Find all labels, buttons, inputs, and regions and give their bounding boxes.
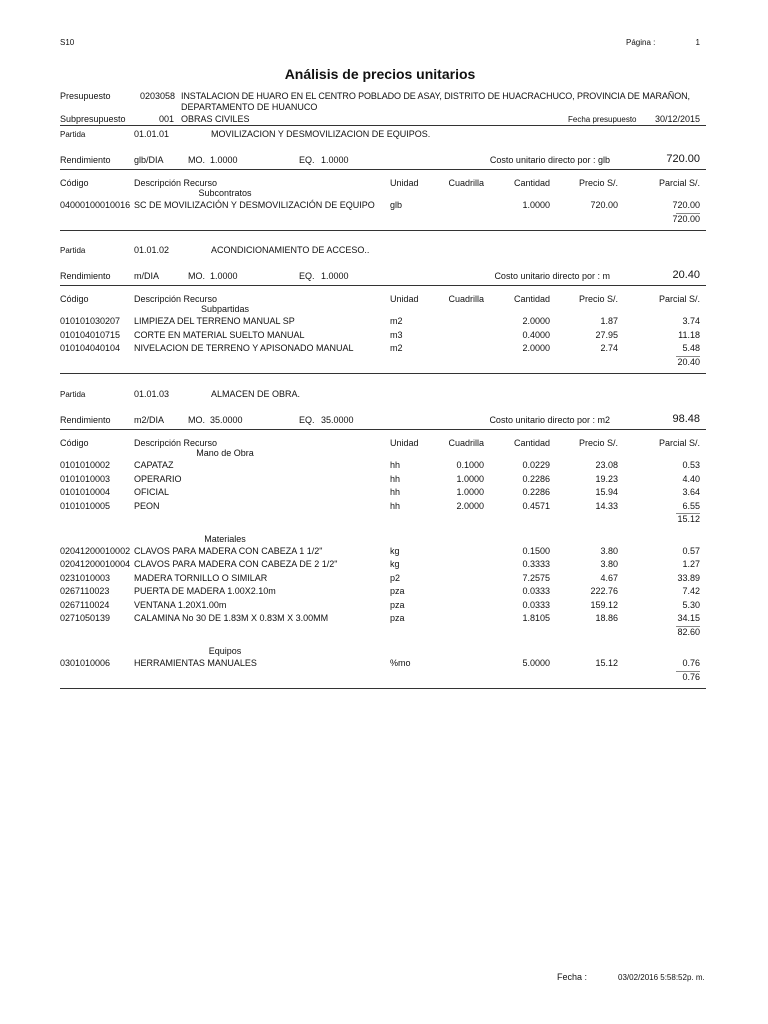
row-cuadrilla: 2.0000 <box>456 500 484 511</box>
subpresupuesto-name: OBRAS CIVILES <box>181 114 250 124</box>
group-title: Materiales <box>204 533 246 544</box>
row-parcial: 33.89 <box>677 572 700 583</box>
costo-unitario-value: 20.40 <box>672 269 700 281</box>
row-cantidad: 1.8105 <box>522 613 550 623</box>
row-parcial: 7.42 <box>682 586 700 596</box>
eq-value: 35.0000 <box>321 415 354 425</box>
row-unidad: pza <box>390 586 405 596</box>
col-header-codigo: Código <box>60 438 89 448</box>
col-header-unidad: Unidad <box>390 178 419 188</box>
row-cantidad: 0.2286 <box>522 487 550 497</box>
group-title: Subpartidas <box>200 304 250 314</box>
partida-end-divider <box>60 230 706 231</box>
eq-label: EQ. <box>299 271 315 281</box>
row-descripcion: PEON <box>134 500 160 511</box>
col-header-cuadrilla: Cuadrilla <box>448 438 484 448</box>
presupuesto-line1: INSTALACION DE HUARO EN EL CENTRO POBLADO DE ASAY, DISTRITO DE HUACRACHUCO, PROVINCIA DE MARAÑON, <box>181 91 690 101</box>
row-cantidad: 5.0000 <box>522 658 550 668</box>
eq-label: EQ. <box>299 155 315 165</box>
section-divider <box>60 169 706 170</box>
group-title: Equipos <box>208 646 242 656</box>
row-parcial: 6.55 <box>682 500 700 511</box>
row-parcial: 11.18 <box>678 329 700 340</box>
col-header-descripcion: Descripción Recurso <box>134 178 218 188</box>
col-header-precio: Precio S/. <box>578 178 618 188</box>
page-title: Análisis de precios unitarios <box>284 66 476 82</box>
row-precio: 3.80 <box>600 559 618 569</box>
row-codigo: 010101030207 <box>60 316 121 326</box>
row-unidad: hh <box>390 500 401 511</box>
header-divider <box>60 125 706 126</box>
row-unidad: p2 <box>390 572 401 583</box>
col-header-cantidad: Cantidad <box>513 178 550 188</box>
row-parcial: 3.64 <box>682 487 700 497</box>
fecha-presupuesto-label: Fecha presupuesto <box>568 115 637 124</box>
rendimiento-unit: m/DIA <box>134 271 160 281</box>
costo-unitario-label: Costo unitario directo por : m2 <box>489 415 610 425</box>
partida-code: 01.01.02 <box>134 245 170 255</box>
costo-unitario-value: 98.48 <box>672 413 700 425</box>
partida-code: 01.01.03 <box>134 389 170 399</box>
row-descripcion: NIVELACION DE TERRENO Y APISONADO MANUAL <box>134 343 354 353</box>
row-cantidad: 0.3333 <box>522 559 550 569</box>
row-codigo: 0101010003 <box>60 473 111 484</box>
fecha-presupuesto-value: 30/12/2015 <box>654 114 700 124</box>
row-unidad: hh <box>390 473 401 484</box>
col-header-codigo: Código <box>60 178 89 188</box>
partida-label: Partida <box>60 390 86 399</box>
section-divider <box>60 429 706 430</box>
row-unidad: hh <box>390 460 401 470</box>
row-precio: 19.23 <box>595 473 618 484</box>
col-header-unidad: Unidad <box>390 294 419 304</box>
row-cantidad: 7.2575 <box>522 572 550 583</box>
rendimiento-label: Rendimiento <box>60 415 111 425</box>
row-parcial: 0.76 <box>682 658 700 668</box>
row-cuadrilla: 1.0000 <box>456 473 484 484</box>
row-parcial: 5.30 <box>682 599 700 610</box>
presupuesto-line2: DEPARTAMENTO DE HUANUCO <box>181 102 318 112</box>
row-codigo: 010104010715 <box>60 329 121 340</box>
row-cantidad: 0.0333 <box>522 599 550 610</box>
row-descripcion: CORTE EN MATERIAL SUELTO MANUAL <box>134 329 305 340</box>
row-codigo: 0301010006 <box>60 658 111 668</box>
col-header-parcial: Parcial S/. <box>658 294 700 304</box>
row-descripcion: CLAVOS PARA MADERA CON CABEZA DE 2 1/2" <box>134 559 338 569</box>
section-divider <box>60 285 706 286</box>
row-codigo: 02041200010002 <box>60 545 131 556</box>
row-codigo: 0101010002 <box>60 460 111 470</box>
row-parcial: 720.00 <box>672 200 700 210</box>
eq-label: EQ. <box>299 415 315 425</box>
presupuesto-label: Presupuesto <box>60 91 111 101</box>
row-unidad: m3 <box>390 329 403 340</box>
col-header-cantidad: Cantidad <box>513 294 550 304</box>
rendimiento-unit: m2/DIA <box>134 415 165 425</box>
col-header-parcial: Parcial S/. <box>658 438 700 448</box>
row-unidad: hh <box>390 487 401 497</box>
row-parcial: 0.53 <box>682 460 700 470</box>
row-cantidad: 0.1500 <box>522 545 550 556</box>
row-cantidad: 0.4000 <box>522 329 550 340</box>
row-precio: 720.00 <box>590 200 618 210</box>
row-codigo: 0101010005 <box>60 500 111 511</box>
mo-label: MO. <box>188 415 205 425</box>
row-parcial: 1.27 <box>682 559 700 569</box>
row-descripcion: CLAVOS PARA MADERA CON CABEZA 1 1/2" <box>134 545 323 556</box>
row-descripcion: HERRAMIENTAS MANUALES <box>134 658 257 668</box>
row-precio: 1.87 <box>600 316 618 326</box>
row-cantidad: 2.0000 <box>522 316 550 326</box>
row-unidad: m2 <box>390 316 403 326</box>
eq-value: 1.0000 <box>321 271 349 281</box>
costo-unitario-label: Costo unitario directo por : m <box>494 271 610 281</box>
row-cantidad: 0.0333 <box>522 586 550 596</box>
subpresupuesto-label: Subpresupuesto <box>60 114 126 124</box>
row-cuadrilla: 1.0000 <box>456 487 484 497</box>
row-parcial: 0.57 <box>682 545 700 556</box>
mo-label: MO. <box>188 271 205 281</box>
row-descripcion: OFICIAL <box>134 487 170 497</box>
row-cantidad: 0.4571 <box>522 500 550 511</box>
group-subtotal: 15.12 <box>677 514 700 524</box>
col-header-cuadrilla: Cuadrilla <box>448 178 484 188</box>
partida-name: ALMACEN DE OBRA. <box>211 389 301 399</box>
row-cantidad: 1.0000 <box>522 200 550 210</box>
rendimiento-label: Rendimiento <box>60 155 111 165</box>
partida-name: MOVILIZACION Y DESMOVILIZACION DE EQUIPOS. <box>211 129 431 139</box>
row-unidad: pza <box>390 613 405 623</box>
row-precio: 4.67 <box>600 572 618 583</box>
row-precio: 27.95 <box>595 329 618 340</box>
row-descripcion: LIMPIEZA DEL TERRENO MANUAL SP <box>134 316 295 326</box>
group-subtotal: 82.60 <box>677 626 700 637</box>
mo-value: 1.0000 <box>210 155 238 165</box>
col-header-cantidad: Cantidad <box>513 438 550 448</box>
row-descripcion: VENTANA 1.20X1.00m <box>134 599 227 610</box>
subpresupuesto-code: 001 <box>159 114 175 124</box>
row-precio: 2.74 <box>600 343 618 353</box>
rendimiento-unit: glb/DIA <box>134 155 164 165</box>
mo-label: MO. <box>188 155 205 165</box>
row-codigo: 0271050139 <box>60 613 111 623</box>
partida-code: 01.01.01 <box>134 129 170 139</box>
row-precio: 14.33 <box>595 500 618 511</box>
mo-value: 35.0000 <box>210 415 243 425</box>
partida-label: Partida <box>60 130 86 139</box>
row-parcial: 3.74 <box>682 316 700 326</box>
footer-fecha-value: 03/02/2016 5:58:52p. m. <box>618 973 705 982</box>
partida-end-divider <box>60 373 706 374</box>
page-label: Página : <box>626 38 656 47</box>
costo-unitario-value: 720.00 <box>666 153 700 165</box>
group-title: Subcontratos <box>198 188 252 198</box>
col-header-unidad: Unidad <box>390 438 419 448</box>
row-codigo: 0267110024 <box>60 599 110 610</box>
partida-end-divider <box>60 688 706 689</box>
group-subtotal: 0.76 <box>682 671 700 682</box>
row-cantidad: 0.2286 <box>522 473 550 484</box>
row-precio: 15.94 <box>595 487 618 497</box>
row-unidad: m2 <box>390 343 403 353</box>
row-codigo: 0267110023 <box>60 586 110 596</box>
group-subtotal: 720.00 <box>672 213 700 224</box>
row-descripcion: CALAMINA No 30 DE 1.83M X 0.83M X 3.00MM <box>134 613 329 623</box>
group-subtotal: 20.40 <box>677 356 700 367</box>
row-codigo: 04000100010016 <box>60 200 131 210</box>
row-descripcion: OPERARIO <box>134 473 182 484</box>
row-precio: 15.12 <box>595 658 618 668</box>
partida-name: ACONDICIONAMIENTO DE ACCESO.. <box>211 245 370 255</box>
page-number: 1 <box>695 38 700 47</box>
row-precio: 3.80 <box>600 545 618 556</box>
row-codigo: 0101010004 <box>60 487 111 497</box>
row-descripcion: SC DE MOVILIZACIÓN Y DESMOVILIZACIÓN DE EQUIPO <box>134 200 375 210</box>
eq-value: 1.0000 <box>321 155 349 165</box>
footer-fecha-label: Fecha : <box>557 972 588 982</box>
col-header-precio: Precio S/. <box>578 438 618 448</box>
row-unidad: pza <box>390 599 405 610</box>
row-unidad: kg <box>390 545 400 556</box>
col-header-cuadrilla: Cuadrilla <box>448 294 484 304</box>
group-title: Mano de Obra <box>196 448 254 458</box>
row-codigo: 0231010003 <box>60 572 111 583</box>
row-descripcion: CAPATAZ <box>134 460 174 470</box>
row-unidad: glb <box>390 200 403 210</box>
row-codigo: 010104040104 <box>60 343 121 353</box>
row-parcial: 4.40 <box>682 473 700 484</box>
row-descripcion: PUERTA DE MADERA 1.00X2.10m <box>134 586 276 596</box>
rendimiento-label: Rendimiento <box>60 271 111 281</box>
row-codigo: 02041200010004 <box>60 559 131 569</box>
row-cantidad: 2.0000 <box>522 343 550 353</box>
col-header-precio: Precio S/. <box>578 294 618 304</box>
row-cuadrilla: 0.1000 <box>456 460 484 470</box>
row-precio: 23.08 <box>595 460 618 470</box>
partida-label: Partida <box>60 246 86 255</box>
report-code: S10 <box>60 38 75 47</box>
col-header-descripcion: Descripción Recurso <box>134 294 218 304</box>
col-header-parcial: Parcial S/. <box>658 178 700 188</box>
col-header-codigo: Código <box>60 294 89 304</box>
costo-unitario-label: Costo unitario directo por : glb <box>489 155 610 165</box>
col-header-descripcion: Descripción Recurso <box>134 438 218 448</box>
row-cantidad: 0.0229 <box>522 460 550 470</box>
row-precio: 222.76 <box>590 586 618 596</box>
row-precio: 159.12 <box>590 599 618 610</box>
row-parcial: 5.48 <box>682 343 700 353</box>
row-unidad: kg <box>390 559 400 569</box>
presupuesto-code: 0203058 <box>140 91 176 101</box>
row-unidad: %mo <box>390 658 411 668</box>
mo-value: 1.0000 <box>210 271 238 281</box>
row-parcial: 34.15 <box>677 613 700 623</box>
row-descripcion: MADERA TORNILLO O SIMILAR <box>134 572 268 583</box>
row-precio: 18.86 <box>595 613 618 623</box>
